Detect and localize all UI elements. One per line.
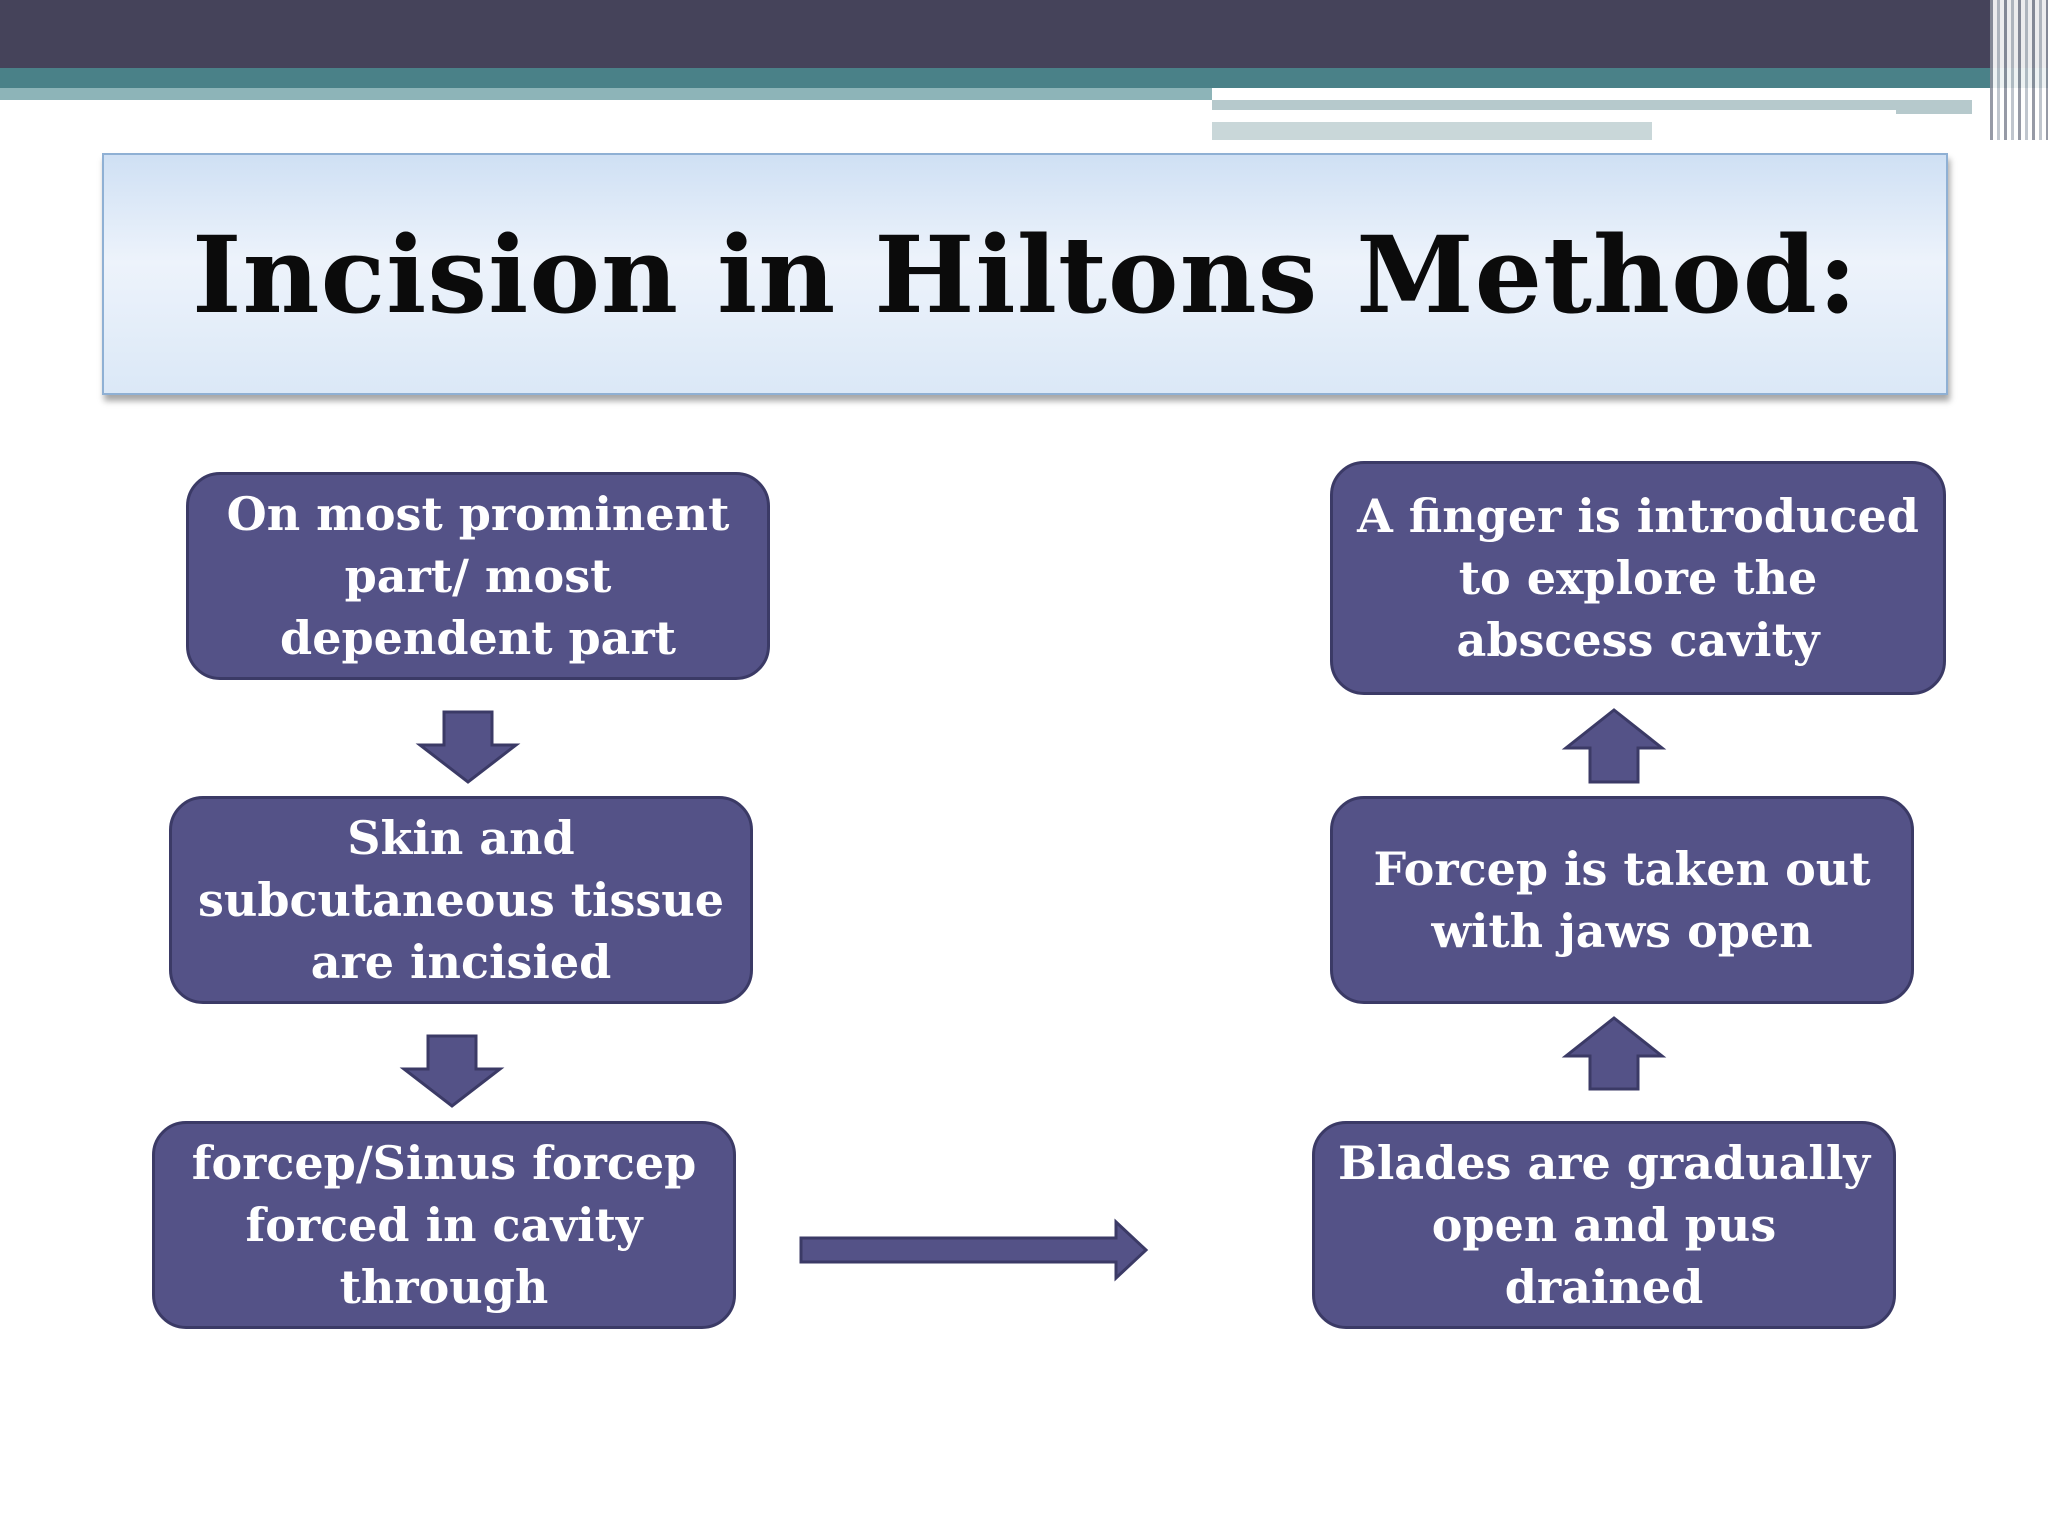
step-text: On most prominent part/ most dependent part (226, 487, 730, 665)
up-arrow-icon (1566, 710, 1662, 782)
up-arrow-icon (1566, 1018, 1662, 1089)
down-arrow-icon (420, 712, 516, 782)
step-text: Skin and subcutaneous tissue are incisied (198, 811, 724, 989)
step-text: A finger is introduced to explore the abscess cavity (1357, 489, 1919, 667)
right-arrow-icon (801, 1222, 1146, 1278)
step-text: Forcep is taken out with jaws open (1373, 842, 1871, 958)
step-text: Blades are gradually open and pus drained (1337, 1136, 1871, 1314)
slide-title: Incision in Hiltons Method: (191, 211, 1859, 337)
down-arrow-icon (404, 1036, 500, 1106)
step-text: forcep/Sinus forcep forced in cavity through (191, 1136, 697, 1314)
